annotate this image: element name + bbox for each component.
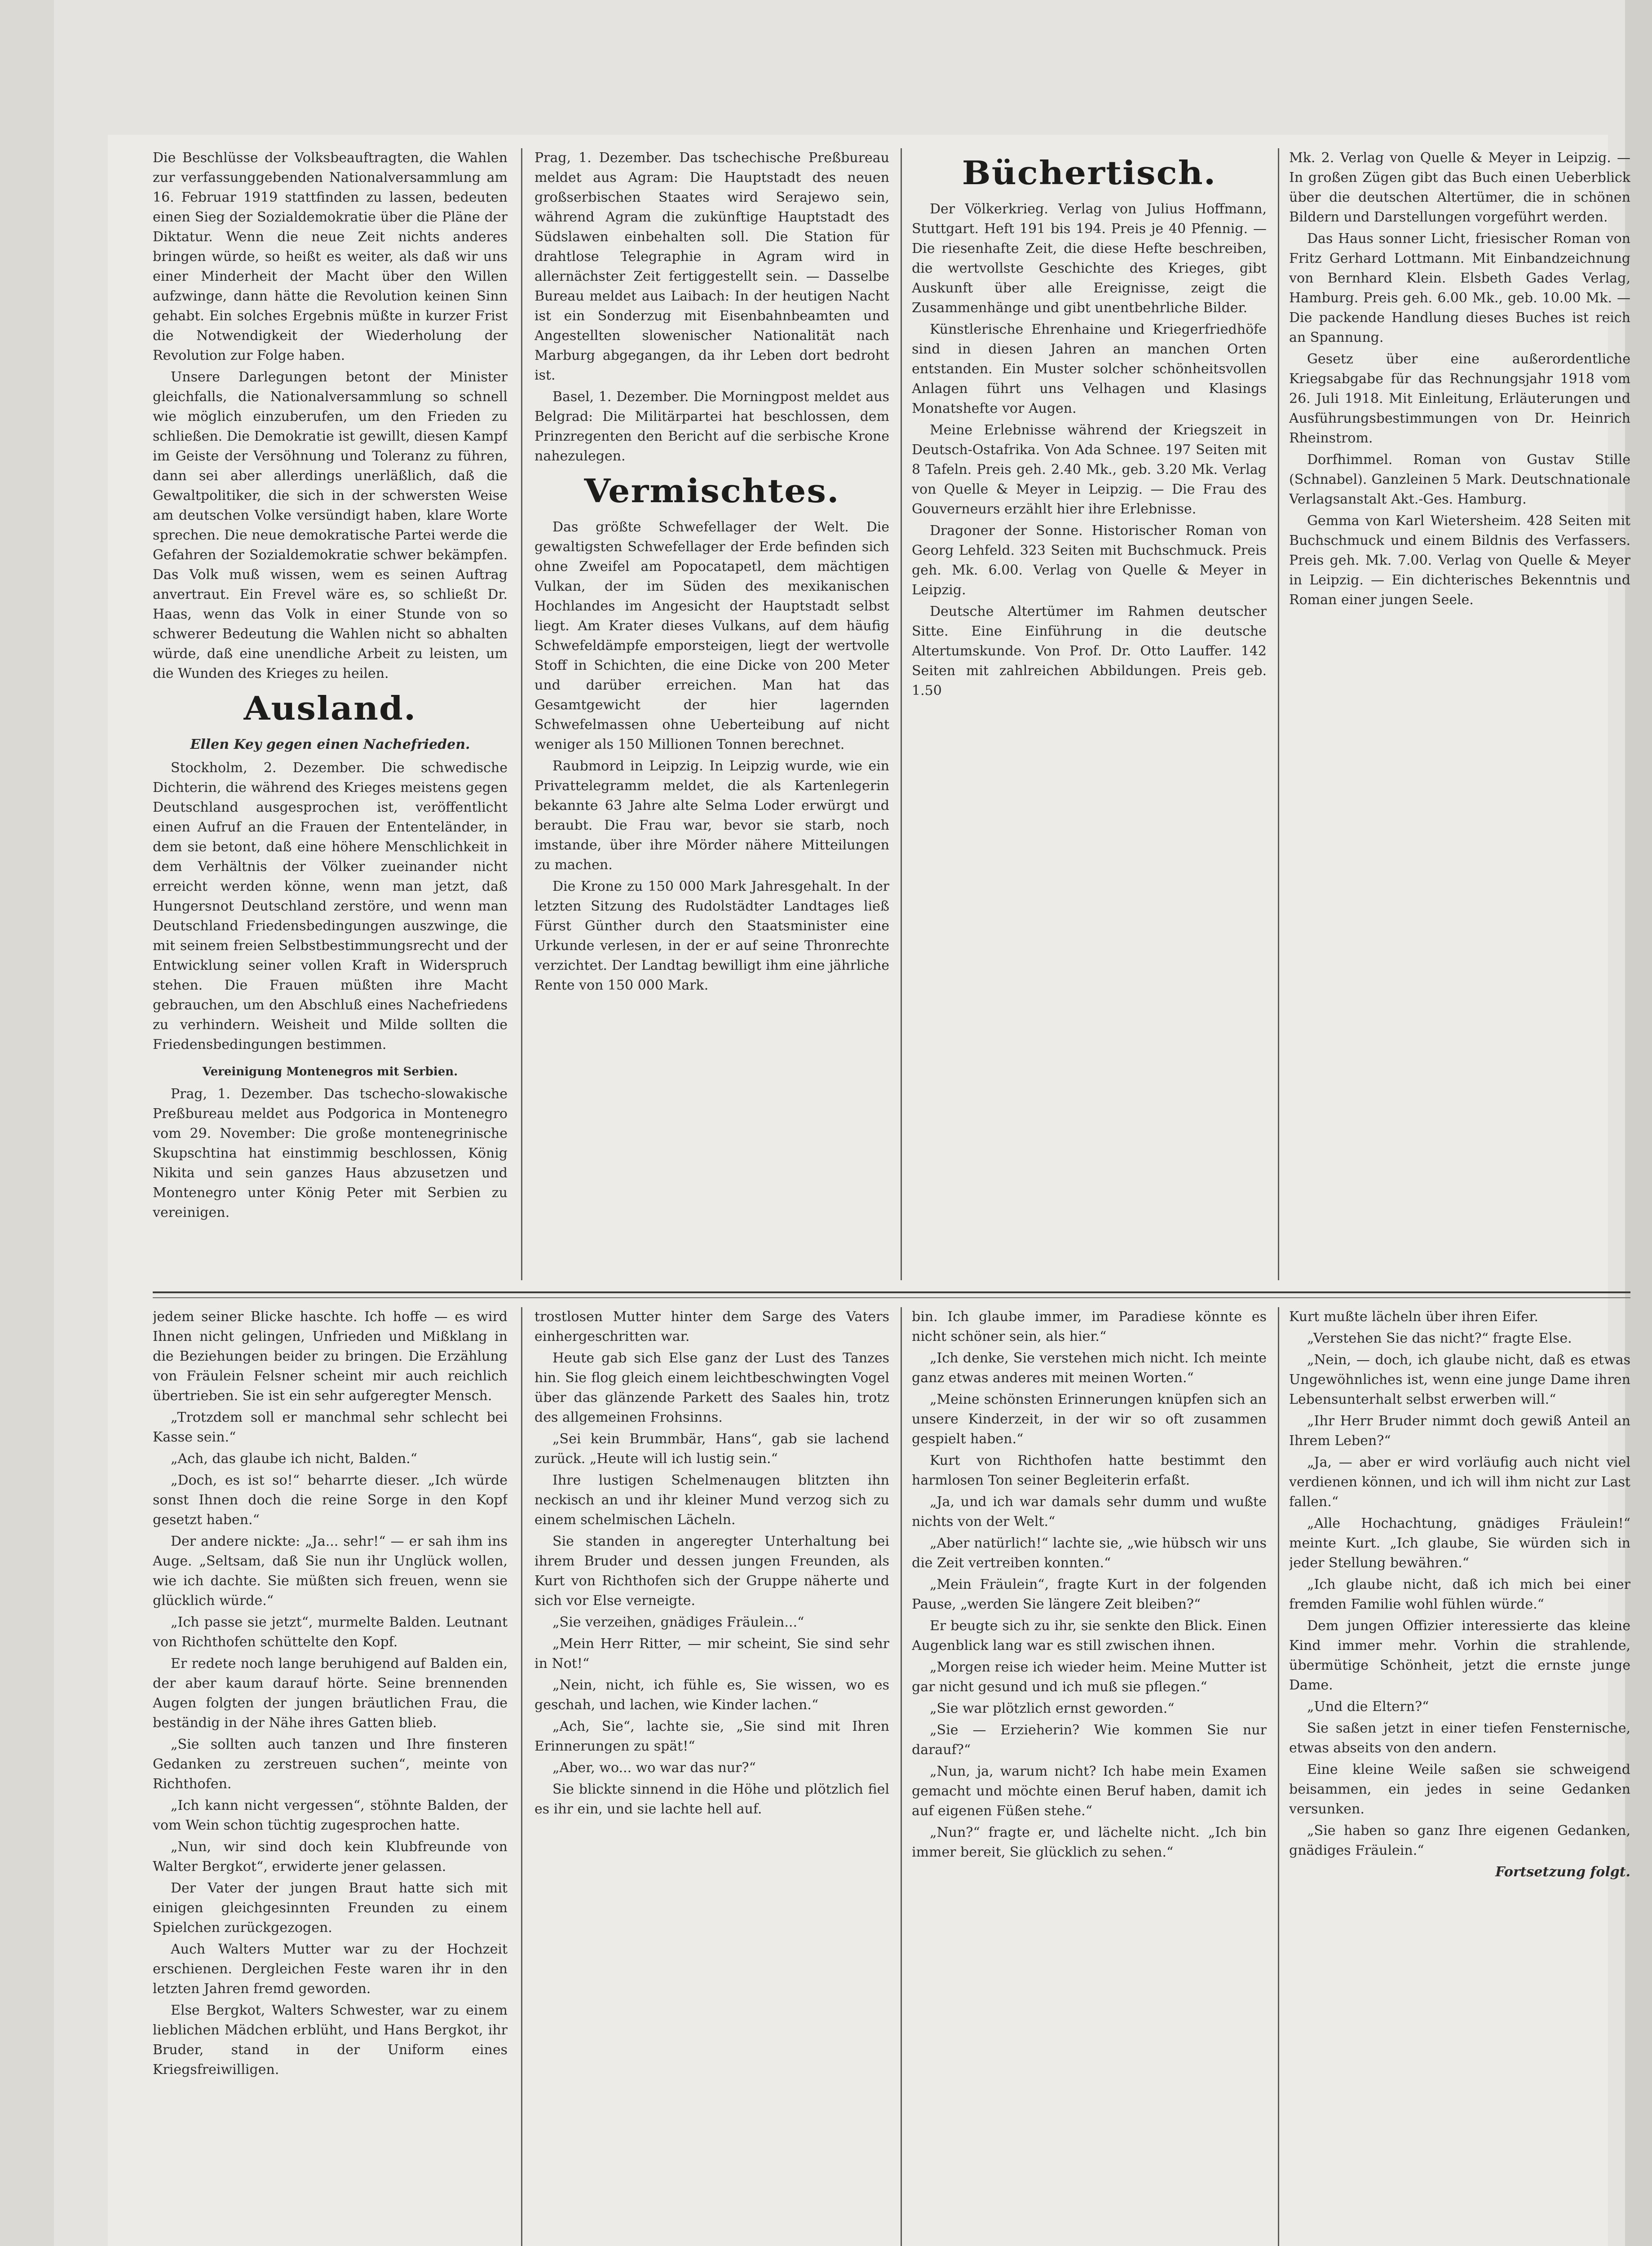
section-heading-ausland: Ausland. — [243, 689, 417, 727]
story-paragraph: Sie standen in angeregter Unterhaltung bei ihrem Bruder und dessen jungen Freunden, als Kurt von Richthofen sich der Gruppe näherte und sich vor Else verneigte. — [534, 1534, 889, 1609]
section-heading-buechertisch: Büchertisch. — [962, 154, 1217, 192]
story-paragraph: „Ach, das glaube ich nicht, Balden.“ — [171, 1451, 418, 1467]
article-subheading: Ellen Key gegen einen Nachefrieden. — [190, 737, 470, 752]
article-paragraph: Prag, 1. Dezember. Das tschecho-slowakische Preßbureau meldet aus Podgorica in Montenegro vom 29. November: Die große montenegrinische Skupschtina hat einstimmig beschlossen, König Nikita und sein ganzes Haus abzusetzen und Montenegro unter König Peter mit Serbien zu vereinigen. — [153, 1086, 508, 1220]
article-paragraph: Raubmord in Leipzig. In Leipzig wurde, wie ein Privattelegramm meldet, die als Kartenlegerin bekannte 63 Jahre alte Selma Loder erwürgt und beraubt. Die Frau war, bevor sie starb, noch imstande, über ihre Mörder nähere Mitteilungen zu machen. — [534, 758, 889, 873]
feuilleton-column-2 — [534, 1307, 889, 2246]
story-paragraph: Dem jungen Offizier interessierte das kleine Kind immer mehr. Vorhin die strahlende, übermütige Schönheit, jetzt die ernste junge Dame. — [1289, 1618, 1630, 1693]
story-paragraph: „Meine schönsten Erinnerungen knüpfen sich an unsere Kinderzeit, in der wir so oft zusammen gespielt haben.“ — [912, 1392, 1267, 1447]
column-divider — [901, 148, 902, 1280]
story-paragraph: „Nun, ja, warum nicht? Ich habe mein Examen gemacht und möchte einen Beruf haben, damit ich auf eigenen Füßen stehe.“ — [912, 1764, 1267, 1819]
story-paragraph: „Ach, Sie“, lachte sie, „Sie sind mit Ihren Erinnerungen zu spät!“ — [534, 1719, 889, 1754]
book-review: Deutsche Altertümer im Rahmen deutscher Sitte. Eine Einführung in die deutsche Altertumskunde. Von Prof. Dr. Otto Lauffer. 142 Seiten mit zahlreichen Abbildungen. Preis geb. 1.50 — [912, 604, 1267, 699]
story-paragraph: „Ich glaube nicht, daß ich mich bei einer fremden Familie wohl fühlen würde.“ — [1289, 1577, 1630, 1612]
story-paragraph: Der Vater der jungen Braut hatte sich mit einigen gleichgesinnten Freunden zu einem Spielchen zurückgezogen. — [153, 1880, 508, 1936]
story-paragraph: Heute gab sich Else ganz der Lust des Tanzes hin. Sie flog gleich einem leichtbeschwingten Vogel über das glänzende Parkett des Saales hin, trotz des allgemeinen Frohsinns. — [534, 1350, 889, 1425]
story-paragraph: jedem seiner Blicke haschte. Ich hoffe — es wird Ihnen nicht gelingen, Unfrieden und Mißklang in die Beziehungen beider zu bringen. Die Erzählung von Fräulein Felsner scheint mir auch reichlich übertrieben. Sie ist ein sehr aufgeregter Mensch. — [153, 1309, 508, 1404]
story-paragraph: „Und die Eltern?“ — [1307, 1699, 1429, 1715]
book-review: Dorfhimmel. Roman von Gustav Stille (Schnabel). Ganzleinen 5 Mark. Deutschnationale Verlagsanstalt Akt.-Ges. Hamburg. — [1289, 452, 1630, 507]
section-heading-vermischtes: Vermischtes. — [584, 472, 840, 510]
top-column-3 — [912, 148, 1267, 1271]
story-paragraph: „Ja, und ich war damals sehr dumm und wußte nichts von der Welt.“ — [912, 1494, 1267, 1530]
article-paragraph: Das größte Schwefellager der Welt. Die gewaltigsten Schwefellager der Erde befinden sich ohne Zweifel am Popocatapetl, dem mächtigen Vulkan, der im Süden des mexikanischen Hochlandes im Angesicht der Hauptstadt selbst liegt. Am Krater dieses Vulkans, auf dem häufig Schwefeldämpfe emporsteigen, liegt der wertvolle Stoff in Schichten, die eine Dicke von 200 Meter und darüber erreichen. Man hat das Gesamtgewicht der hier lagernden Schwefelmassen ohne Ueberteibung auf nicht weniger als 150 Millionen Tonnen berechnet. — [534, 519, 889, 752]
continued-notice: Fortsetzung folgt. — [1495, 1864, 1630, 1880]
column-divider — [521, 1307, 522, 2246]
top-column-2 — [534, 148, 889, 1271]
story-paragraph: „Sei kein Brummbär, Hans“, gab sie lachend zurück. „Heute will ich lustig sein.“ — [534, 1431, 889, 1467]
feuilleton-column-3 — [912, 1307, 1267, 2246]
story-paragraph: trostlosen Mutter hinter dem Sarge des Vaters einhergeschritten war. — [534, 1309, 889, 1344]
story-paragraph: „Sie sollten auch tanzen und Ihre finsteren Gedanken zu zerstreuen suchen“, meinte von Richthofen. — [153, 1737, 508, 1792]
story-paragraph: bin. Ich glaube immer, im Paradiese könnte es nicht schöner sein, als hier.“ — [912, 1309, 1267, 1344]
article-paragraph: Stockholm, 2. Dezember. Die schwedische Dichterin, die während des Krieges meistens gegen Deutschland ausgesprochen ist, veröffentlicht einen Aufruf an die Frauen der Ententeländer, in dem sie betont, daß eine höhere Menschlichkeit in dem Verhältnis der Völker zueinander nicht erreicht werden könne, wenn man jetzt, daß Hungersnot Deutschland zerstöre, und wenn man Deutschland Friedensbedingungen auszwinge, die mit seinem freien Selbstbestimmungsrecht und der Entwicklung seiner vollen Kraft in Widerspruch stehen. Die Frauen müßten ihre Macht gebrauchen, um den Abschluß eines Nachefriedens zu verhindern. Weisheit und Milde sollten die Friedensbedingungen bestimmen. — [153, 760, 508, 1052]
story-paragraph: „Nein, — doch, ich glaube nicht, daß es etwas Ungewöhnliches ist, wenn eine junge Dame ihren Lebensunterhalt selbst erwerben will.“ — [1289, 1352, 1630, 1407]
article-paragraph: Basel, 1. Dezember. Die Morningpost meldet aus Belgrad: Die Militärpartei hat beschlossen, dem Prinzregenten den Bericht auf die serbische Krone nahezulegen. — [534, 389, 889, 464]
book-review: Gesetz über eine außerordentliche Kriegsabgabe für das Rechnungsjahr 1918 vom 26. Juli 1918. Mit Einleitung, Erläuterungen und Ausführungsbestimmungen von Dr. Heinrich Rheinstrom. — [1289, 351, 1630, 446]
story-paragraph: „Mein Fräulein“, fragte Kurt in der folgenden Pause, „werden Sie längere Zeit bleiben?“ — [912, 1577, 1267, 1612]
book-review: Gemma von Karl Wietersheim. 428 Seiten mit Buchschmuck und einem Bildnis des Verfassers. Preis geh. Mk. 7.00. Verlag von Quelle & Meyer in Leipzig. — Ein dichterisches Bekenntnis und Roman einer jungen Seele. — [1289, 513, 1630, 608]
book-review: Mk. 2. Verlag von Quelle & Meyer in Leipzig. — In großen Zügen gibt das Buch einen Ueberblick über die deutschen Altertümer, die in schönen Bildern und Darstellungen vorgeführt werden. — [1289, 150, 1630, 225]
story-paragraph: „Nun, wir sind doch kein Klubfreunde von Walter Bergkot“, erwiderte jener gelassen. — [153, 1839, 508, 1875]
story-paragraph: Er beugte sich zu ihr, sie senkte den Blick. Einen Augenblick lang war es still zwischen ihnen. — [912, 1618, 1267, 1654]
column-divider — [1278, 148, 1279, 1280]
story-paragraph: Ihre lustigen Schelmenaugen blitzten ihn neckisch an und ihr kleiner Mund verzog sich zu einem schelmischen Lächeln. — [534, 1472, 889, 1528]
story-paragraph: „Trotzdem soll er manchmal sehr schlecht bei Kasse sein.“ — [153, 1410, 508, 1445]
story-paragraph: Er redete noch lange beruhigend auf Balden ein, der aber kaum darauf hörte. Seine brennenden Augen folgten der jungen bräutlichen Frau, die beständig in der Nähe ihres Gatten blieb. — [153, 1656, 508, 1731]
top-column-4 — [1289, 148, 1630, 1271]
page-left-shadow — [0, 0, 54, 2246]
story-paragraph: „Mein Herr Ritter, — mir scheint, Sie sind sehr in Not!“ — [534, 1636, 889, 1671]
story-paragraph: „Morgen reise ich wieder heim. Meine Mutter ist gar nicht gesund und ich muß sie pflegen.“ — [912, 1659, 1267, 1695]
story-paragraph: „Aber natürlich!“ lachte sie, „wie hübsch wir uns die Zeit vertreiben konnten.“ — [912, 1535, 1267, 1571]
story-paragraph: Else Bergkot, Walters Schwester, war zu einem lieblichen Mädchen erblüht, und Hans Bergkot, ihr Bruder, stand in der Uniform eines Kriegsfreiwilligen. — [153, 2003, 508, 2078]
story-paragraph: „Verstehen Sie das nicht?“ fragte Else. — [1307, 1331, 1572, 1346]
book-review: Dragoner der Sonne. Historischer Roman von Georg Lehfeld. 323 Seiten mit Buchschmuck. Preis geh. Mk. 6.00. Verlag von Quelle & Meyer in Leipzig. — [912, 523, 1267, 598]
story-paragraph: „Aber, wo... wo war das nur?“ — [552, 1760, 756, 1776]
article-paragraph: Die Beschlüsse der Volksbeauftragten, die Wahlen zur verfassunggebenden Nationalversammlung am 16. Februar 1919 stattfinden zu lassen, bedeuten einen Sieg der Sozialdemokratie über die Pläne der Diktatur. Wenn die neue Zeit nichts anderes bringen würde, so heißt es weiter, als daß wir uns einer Minderheit der Macht über den Willen aufzwinge, dann hätte die Revolution keinen Sinn gehabt. Ein solches Ergebnis müßte in kurzer Frist die Notwendigkeit der Wiederholung der Revolution zur Folge haben. — [153, 150, 508, 363]
article-subheading: Vereinigung Montenegros mit Serbien. — [202, 1065, 458, 1079]
story-paragraph: „Sie verzeihen, gnädiges Fräulein...“ — [552, 1614, 804, 1630]
story-paragraph: „Ja, — aber er wird vorläufig auch nicht viel verdienen können, und ich will ihm nicht zur Last fallen.“ — [1289, 1455, 1630, 1510]
story-paragraph: „Sie haben so ganz Ihre eigenen Gedanken, gnädiges Fräulein.“ — [1289, 1823, 1630, 1858]
story-paragraph: Auch Walters Mutter war zu der Hochzeit erschienen. Dergleichen Feste waren ihr in den letzten Jahren fremd geworden. — [153, 1941, 508, 1997]
column-divider — [521, 148, 522, 1280]
book-review: Das Haus sonner Licht, friesischer Roman von Fritz Gerhard Lottmann. Mit Einbandzeichnung von Bernhard Klein. Elsbeth Gades Verlag, Hamburg. Preis geh. 6.00 Mk., geb. 10.00 Mk. — Die packende Handlung dieses Buches ist reich an Spannung. — [1289, 231, 1630, 345]
book-review: Künstlerische Ehrenhaine und Kriegerfriedhöfe sind in diesen Jahren an manchen Orten entstanden. Ein Muster solcher schönheitsvollen Anlagen führt uns Velhagen und Klasings Monatshefte vor Augen. — [912, 322, 1267, 416]
story-paragraph: „Nein, nicht, ich fühle es, Sie wissen, wo es geschah, und lachen, wie Kinder lachen.“ — [534, 1677, 889, 1713]
story-paragraph: „Ich denke, Sie verstehen mich nicht. Ich meinte ganz etwas anderes mit meinen Worten.“ — [912, 1350, 1267, 1386]
story-paragraph: „Sie — Erzieherin? Wie kommen Sie nur darauf?“ — [912, 1722, 1267, 1758]
top-column-1 — [153, 148, 508, 1271]
story-paragraph: Sie saßen jetzt in einer tiefen Fensternische, etwas abseits von den andern. — [1289, 1720, 1630, 1756]
article-paragraph: Prag, 1. Dezember. Das tschechische Preßbureau meldet aus Agram: Die Hauptstadt des neuen großserbischen Staates wird Serajewo sein, während Agram die zukünftige Hauptstadt des Südslawen einbehalten soll. Die Station für drahtlose Telegraphie in Agram wird in allernächster Zeit fertiggestellt sein. — Dasselbe Bureau meldet aus Laibach: In der heutigen Nacht ist ein Sonderzug mit Eisenbahnbeamten und Angestellten slowenischer Nationalität nach Marburg abgegangen, da ihr Leben dort bedroht ist. — [534, 150, 889, 383]
story-paragraph: „Ich passe sie jetzt“, murmelte Balden. Leutnant von Richthofen schüttelte den Kopf. — [153, 1614, 508, 1650]
story-paragraph: „Sie war plötzlich ernst geworden.“ — [930, 1701, 1175, 1716]
story-paragraph: „Alle Hochachtung, gnädiges Fräulein!“ meinte Kurt. „Ich glaube, Sie würden sich in jeder Stellung bewähren.“ — [1289, 1516, 1630, 1571]
feuilleton-separator-thin — [153, 1297, 1630, 1298]
story-paragraph: „Ihr Herr Bruder nimmt doch gewiß Anteil an Ihrem Leben?“ — [1289, 1413, 1630, 1449]
story-paragraph: „Ich kann nicht vergessen“, stöhnte Balden, der vom Wein schon tüchtig zugesprochen hatte. — [153, 1798, 508, 1833]
story-paragraph: Der andere nickte: „Ja... sehr!“ — er sah ihm ins Auge. „Seltsam, daß Sie nun ihr Unglück wollen, wie ich dachte. Sie müßten sich freuen, wenn sie glücklich würde.“ — [153, 1534, 508, 1609]
article-paragraph: Die Krone zu 150 000 Mark Jahresgehalt. In der letzten Sitzung des Rudolstädter Landtages ließ Fürst Günther durch den Staatsminister eine Urkunde verlesen, in der er auf seine Thronrechte verzichtet. Der Landtag bewilligt ihm eine jährliche Rente von 150 000 Mark. — [534, 879, 889, 993]
story-paragraph: Sie blickte sinnend in die Höhe und plötzlich fiel es ihr ein, und sie lachte hell auf. — [534, 1782, 889, 1817]
story-paragraph: „Doch, es ist so!“ beharrte dieser. „Ich würde sonst Ihnen doch die reine Sorge in den Kopf gesetzt haben.“ — [153, 1472, 508, 1528]
feuilleton-column-4 — [1289, 1307, 1630, 2246]
book-review: Der Völkerkrieg. Verlag von Julius Hoffmann, Stuttgart. Heft 191 bis 194. Preis je 40 Pfennig. — Die riesenhafte Zeit, die diese Hefte beschreiben, die wertvollste Geschichte des Krieges, gibt Auskunft über alle Ereignisse, zeigt die Zusammenhänge und gibt unentbehrliche Bilder. — [912, 201, 1267, 316]
column-divider — [901, 1307, 902, 2246]
column-divider — [1278, 1307, 1279, 2246]
story-paragraph: Eine kleine Weile saßen sie schweigend beisammen, ein jedes in seine Gedanken versunken. — [1289, 1762, 1630, 1817]
story-paragraph: Kurt mußte lächeln über ihren Eifer. — [1289, 1309, 1538, 1325]
feuilleton-column-1 — [153, 1307, 508, 2246]
story-paragraph: „Nun?“ fragte er, und lächelte nicht. „Ich bin immer bereit, Sie glücklich zu sehen.“ — [912, 1825, 1267, 1860]
book-review: Meine Erlebnisse während der Kriegszeit in Deutsch-Ostafrika. Von Ada Schnee. 197 Seiten mit 8 Tafeln. Preis geh. 2.40 Mk., geb. 3.20 Mk. Verlag von Quelle & Meyer in Leipzig. — Die Frau des Gouverneurs erzählt hier ihre Erlebnisse. — [912, 422, 1267, 517]
feuilleton-separator — [153, 1291, 1630, 1293]
article-paragraph: Unsere Darlegungen betont der Minister gleichfalls, die Nationalversammlung so schnell wie möglich einzuberufen, um den Frieden zu schließen. Die Demokratie ist gewillt, diesen Kampf im Geiste der Versöhnung und Toleranz zu führen, dann sei aber allerdings unerläßlich, daß die Gewaltpolitiker, die sich in der schwersten Weise am deutschen Volke versündigt haben, klare Worte sprechen. Die neue demokratische Partei werde die Gefahren der Sozialdemokratie schwer bekämpfen. Das Volk muß wissen, wem es seinen Auftrag anvertraut. Ein Frevel wäre es, so schließt Dr. Haas, wenn das Volk in einer Stunde von so schwerer Bedeutung die Wahlen nicht so abhalten würde, daß eine unendliche Arbeit zu leisten, um die Wunden des Krieges zu heilen. — [153, 369, 508, 681]
story-paragraph: Kurt von Richthofen hatte bestimmt den harmlosen Ton seiner Begleiterin erfaßt. — [912, 1453, 1267, 1488]
